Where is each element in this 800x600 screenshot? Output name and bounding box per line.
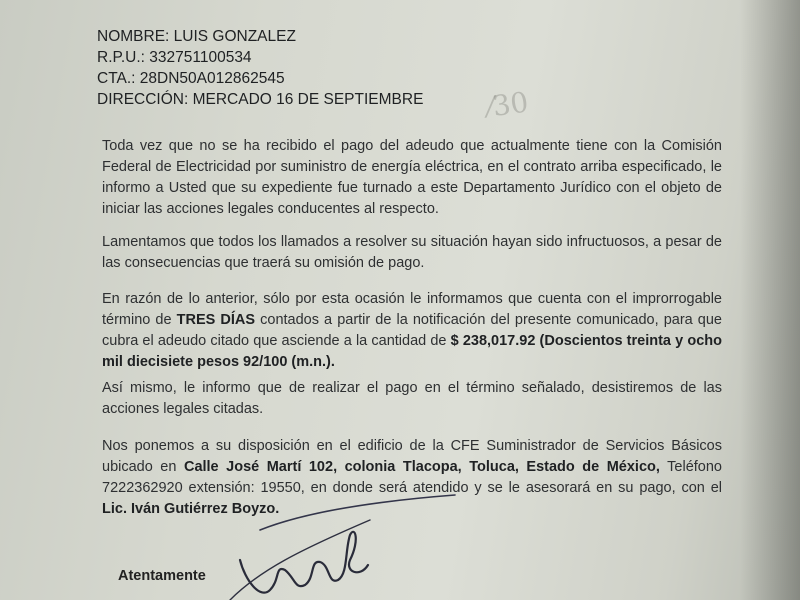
p3-term: TRES DÍAS xyxy=(176,312,256,328)
rpu-number: R.P.U.: 332751100534 xyxy=(97,49,252,66)
p5-address: Calle José Martí 102, colonia Tlacopa, Toluca, Estado de México, xyxy=(183,459,660,475)
p5-contact-name: Lic. Iván Gutiérrez Boyzo. xyxy=(102,501,280,517)
faint-stamp-mark: ⁄30 xyxy=(485,85,531,124)
p3-amount: $ 238,017.92 (Doscientos treinta y ocho mil diecisiete pesos 92/100 (m.n.). xyxy=(102,333,722,370)
paragraph-2: Lamentamos que todos los llamados a resolver su situación hayan sido infructuosos, a pesar de las consecuencias que traerá su omisión de pago. xyxy=(102,234,722,271)
paragraph-3 xyxy=(102,289,722,373)
p3-text-a: En razón de lo anterior, sólo por esta ocasión le informamos que cuenta con el improrrogable término de xyxy=(102,291,722,328)
account-number: CTA.: 28DN50A012862545 xyxy=(97,70,285,87)
recipient-name: NOMBRE: LUIS GONZALEZ xyxy=(97,28,296,45)
p3-text-c: contados a partir de la notificación del presente comunicado, para que cubra el adeudo citado que asciende a la cantidad de xyxy=(102,312,723,349)
address: DIRECCIÓN: MERCADO 16 DE SEPTIEMBRE xyxy=(97,91,424,108)
paragraph-4: Así mismo, le informo que de realizar el pago en el término señalado, desistiremos de las acciones legales citadas. xyxy=(102,380,722,417)
recipient-header xyxy=(97,26,423,110)
signature-icon xyxy=(200,490,460,600)
paragraph-1: Toda vez que no se ha recibido el pago del adeudo que actualmente tiene con la Comisión Federal de Electricidad por suministro de energía eléctrica, en el contrato arriba especificado, le informo a Usted que su expediente fue turnado a este Departamento Jurídico con el objeto de iniciar las acciones legales conducentes al respecto. xyxy=(102,138,722,217)
p5-text-c: Teléfono 7222362920 extensión: 19550, en donde será atendido y se le asesorará en su pago, con el xyxy=(102,459,722,496)
page-edge-shadow xyxy=(740,0,800,600)
p5-text-a: Nos ponemos a su disposición en el edificio de la CFE Suministrador de Servicios Básicos ubicado en xyxy=(102,438,722,475)
closing-text: Atentamente xyxy=(118,568,206,584)
